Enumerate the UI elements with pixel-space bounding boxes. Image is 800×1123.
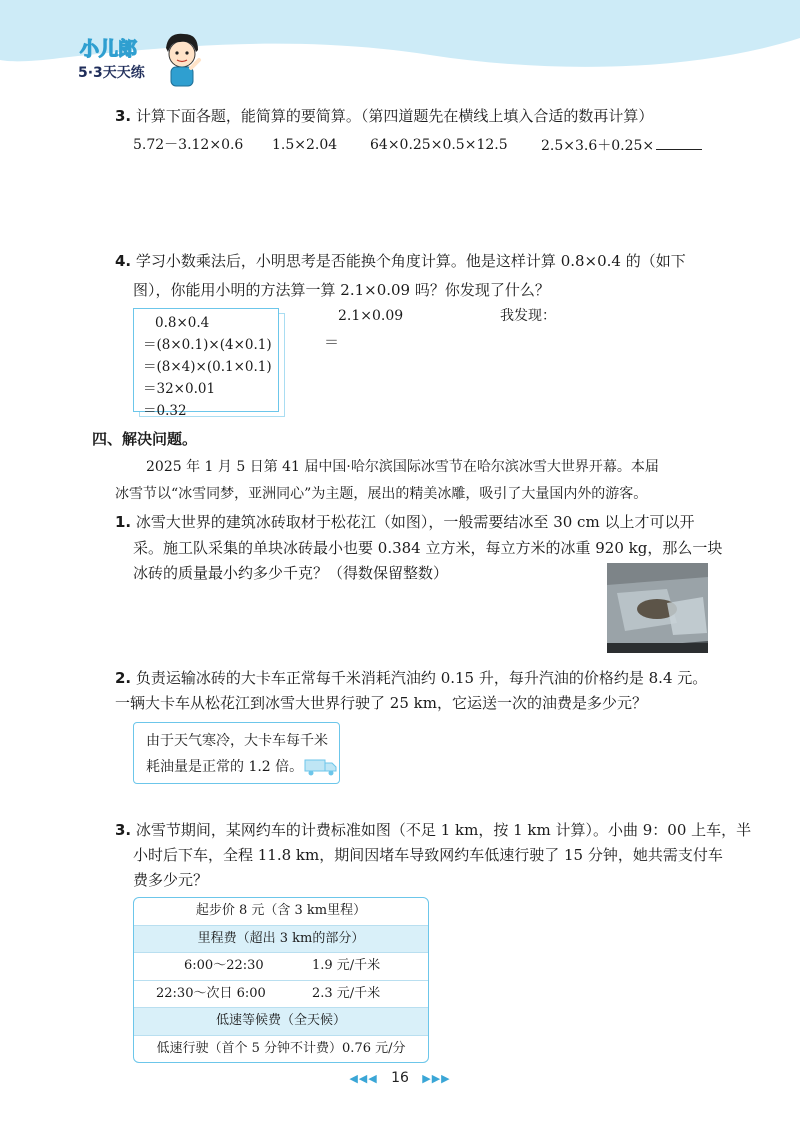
brand-subtitle: 5·3天天练: [78, 65, 145, 81]
section-intro-2: 冰雪节以“冰雪同梦，亚洲同心”为主题，展出的精美冰雕，吸引了大量国内外的游客。: [115, 486, 648, 502]
fill-in-blank[interactable]: [656, 135, 702, 150]
fare-day-row: 6:00～22:30 1.9 元/千米: [134, 953, 428, 981]
step-line: ＝(8×4)×(0.1×0.1): [143, 359, 272, 375]
fare-night-row: 22:30～次日 6:00 2.3 元/千米: [134, 981, 428, 1009]
q3-prompt: 3. 计算下面各题，能简算的要简算。（第四道题先在横线上填入合适的数再计算）: [115, 107, 654, 125]
p3-line-2: 小时后下车，全程 11.8 km，期间因堵车导致网约车低速行驶了 15 分钟，她共需支付车: [133, 846, 723, 864]
section-intro-1: 2025 年 1 月 5 日第 41 届中国·哈尔滨国际冰雪节在哈尔滨冰雪大世界开幕。本届: [146, 459, 659, 475]
q4-line-2: 图），你能用小明的方法算一算 2.1×0.09 吗？你发现了什么？: [133, 281, 550, 299]
p3-line-1: 3. 冰雪节期间，某网约车的计费标准如图（不足 1 km，按 1 km 计算）。小曲 9：00 上车，半: [115, 821, 752, 839]
p1-line-1: 1. 冰雪大世界的建筑冰砖取材于松花江（如图），一般需要结冰至 30 cm 以上才可以开: [115, 513, 695, 531]
worked-steps: [143, 312, 272, 422]
brand-title: 小儿郎: [80, 38, 138, 60]
brand-logo: [66, 30, 206, 90]
section-title: 四、解决问题。: [92, 430, 198, 448]
step-line: ＝32×0.01: [143, 381, 216, 397]
step-line: ＝0.32: [143, 403, 187, 419]
mascot-boy-icon: [162, 30, 202, 88]
page-footer: [300, 1070, 500, 1086]
q3-expr-3: 64×0.25×0.5×12.5: [370, 137, 508, 153]
truck-icon: [304, 757, 338, 777]
ice-block-image: [607, 563, 708, 653]
q3-expr-4: 2.5×3.6＋0.25×: [541, 135, 702, 156]
hint-box: [133, 722, 340, 784]
q4-task-equals: ＝: [324, 333, 340, 351]
p3-line-3: 费多少元？: [133, 871, 209, 889]
next-arrows-icon: ▶▶▶: [422, 1072, 451, 1085]
fare-wait-title: 低速等候费（全天候）: [134, 1008, 428, 1036]
page-number: 16: [391, 1070, 409, 1086]
p1-line-2: 采。施工队采集的单块冰砖最小也要 0.384 立方米，每立方米的冰重 920 kg，那么一块: [133, 539, 723, 557]
hint-line: 由于天气寒冷，大卡车每千米: [146, 733, 328, 749]
q4-line-1: 4. 学习小数乘法后，小明思考是否能换个角度计算。他是这样计算 0.8×0.4 的（如下: [115, 252, 686, 270]
step-line: ＝(8×0.1)×(4×0.1): [143, 337, 272, 353]
worked-example-note: [133, 308, 285, 419]
p2-line-1: 2. 负责运输冰砖的大卡车正常每千米消耗汽油约 0.15 升，每升汽油的价格约是 8.4 元。: [115, 669, 708, 687]
q4-task-expr: 2.1×0.09: [338, 308, 404, 324]
step-line: 0.8×0.4: [155, 315, 210, 331]
p2-line-2: 一辆大卡车从松花江到冰雪大世界行驶了 25 km，它运送一次的油费是多少元？: [115, 694, 647, 712]
q3-expr-2: 1.5×2.04: [272, 137, 338, 153]
p1-line-3: 冰砖的质量最小约多少千克？（得数保留整数）: [133, 564, 449, 582]
q3-expr-1: 5.72－3.12×0.6: [133, 137, 244, 153]
fare-mileage-title: 里程费（超出 3 km的部分）: [134, 926, 428, 954]
fare-table: [133, 897, 429, 1063]
fare-wait-row: 低速行驶（首个 5 分钟不计费）0.76 元/分: [156, 1040, 406, 1056]
fare-start-row: 起步价 8 元（含 3 km里程）: [134, 898, 428, 926]
hint-line: 耗油量是正常的 1.2 倍。: [146, 759, 304, 775]
ice-block-photo: [607, 563, 708, 653]
prev-arrows-icon: ◀◀◀: [349, 1072, 378, 1085]
q4-found-label: 我发现：: [500, 308, 556, 324]
